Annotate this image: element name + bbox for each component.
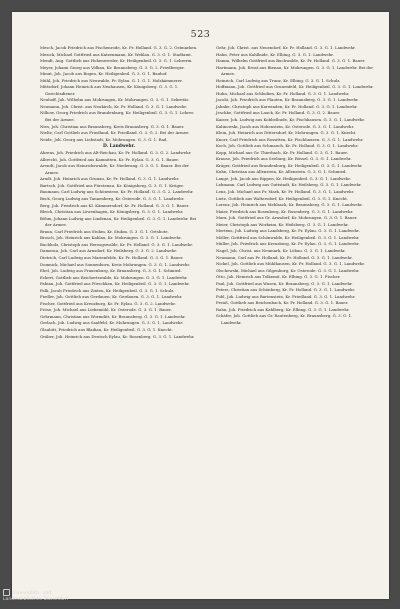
list-entry: Berg, Joh. Friedrich aus Kl. Kämmersdorf, Kr. Pr. Holland. G. 3. G. 1. Bauer. xyxy=(40,202,190,208)
watermark-line-2: Landesbibliothek Düsseldorf xyxy=(3,597,69,602)
list-entry: Preuß, Gottlieb aus Reichenbach, Kr. Pr. Holland. G. 3. G. 1. Bauer. xyxy=(216,300,349,306)
list-entry: Nilhow, Georg Friedrich aus Brandenburg, Kr. Heiligenbeil. G. 3. G. 1. Lehrer. Bei der Armee. xyxy=(40,110,195,123)
list-entry: Neide, Joh. Georg aus Liebstadt, Kr. Mohrungen. G. 3. G. 1. Rad. xyxy=(40,136,168,142)
list-entry: Gerlach, Joh. Ludwig aus Saalfeld, Kr. Mohrungen. G. 3. G. 1. Landwehr. xyxy=(40,320,184,326)
list-entry: Glaubitt, Friedrich aus Bladiau, Kr. Heiligenbeil. G. 3. G. 1. Knecht. xyxy=(40,326,173,332)
list-entry: Domnick, Michael aus Sonnenborn, Kreis Mohrungen. G. 3. G. 1. Landwehr. xyxy=(40,261,190,267)
list-entry: Hoffmann, Joh. Gottfried aus Grunenfeld, Kr. Heiligenbeil. G. 3. G. 1. Landwehr. xyxy=(216,84,374,90)
list-entry: Braun, Carl Friedrich aus Stuhm, Kr. Stuhm. G. 3. G. 1. Ortsbote. xyxy=(40,228,169,234)
list-entry: Jahnke, Christoph aus Karwinden, Kr. Pr. Holland. G. 3. G. 1. Landwehr. xyxy=(216,103,358,109)
list-entry: Meyer, Johann Georg aus Völkau, Kr. Braunsberg. G. 3. G. 2. Friedberger. xyxy=(40,64,185,70)
list-entry: Albrecht, Joh. Gottfried aus Kamnitten, Kr. Pr. Eylau. G. 3. G. 1. Bauer. xyxy=(40,156,179,162)
text-columns xyxy=(40,45,379,585)
list-entry: Beck, Georg Ludwig aus Tannenberg, Kr. Osterode. G. 3. G. 1. Landwehr. xyxy=(40,196,185,202)
list-entry: Knorr, Carl Friedrich aus Rossitten, Kr. Fischhausen. G. 3. G. 1. Landwehr. xyxy=(216,136,364,142)
list-entry: Meier, Christoph aus Workeim, Kr. Heilsberg. G. 3. G. 1. Landwehr. xyxy=(216,221,349,227)
list-entry: Pohl, Joh. Ludwig aus Bartenstein, Kr. Friedland. G. 3. G. 1. Landwehr. xyxy=(216,293,356,299)
list-entry: Marx, Joh. Gottfried aus Gr. Arnsdorf, Kr. Mohrungen. G. 3. G. 1. Bauer. xyxy=(216,215,358,221)
list-entry: Mezick, Michael Gottfried aus Katzenmann, Kr. Wehlau. G. 3. G. 1. Stadtamt. xyxy=(40,51,192,57)
list-entry: Jeschke, Gottfried aus Lauck, Kr. Pr. Holland. G. 3. G. 2. Bauer. xyxy=(216,110,341,116)
list-entry: Falk, Jacob Friedrich aus Zinten, Kr. Heiligenbeil. G. 3. G. 1. Schulz. xyxy=(40,287,175,293)
library-logo-icon xyxy=(3,589,10,596)
list-entry: Kopp, Michael aus Gr. Thierbach, Kr. Pr. Holland. G. 3. G. 1. Bauer. xyxy=(216,149,348,155)
list-entry: Schäfer, Joh. Gottlieb aus Gr. Rautenberg, Kr. Braunsberg. G. 3. G. 1. Landwehr. xyxy=(216,313,353,325)
list-entry: Mittsdorf, Johann Heinrich aus Neuhausen, Kr. Königsberg. G. 3. G. 1. Gerichtsdiener. xyxy=(40,84,179,96)
list-entry: Nies, Joh. Christian aus Braunsberg, Kreis Braunsberg. G. 3. G. 1. Bauer. xyxy=(40,123,185,129)
list-entry: Mesch, Jacob Friedrich aus Fischenrode, Kr. Pr. Holland. G. 3. G. 2. Ostmarken. xyxy=(40,45,198,50)
list-entry: Gehr, Joh. Christ. aus Neuendorf, Kr. Pr. Holland. G. 3. G. 1. Landwehr. xyxy=(216,45,356,50)
section-heading: D. Landwehr. xyxy=(102,144,136,150)
list-entry: Eckert, Gottlieb aus Reichertswalde, Kr. Mohrungen. G. 3. G. 1. Landwehr. xyxy=(40,274,188,280)
list-entry: Paul, Joh. Gottfried aus Wusen, Kr. Braunsberg. G. 3. G. 1. Landwehr. xyxy=(216,280,353,286)
list-entry: Arndt, Joh. Heinrich aus Grunau, Kr. Pr. Holland. G. 3. G. 1. Landwehr. xyxy=(40,176,180,182)
list-entry: Jacobi, Joh. Friedrich aus Plauten, Kr. Braunsberg. G. 3. G. 1. Landwehr. xyxy=(216,97,359,103)
list-entry: Klein, Joh. Heinrich aus Dittersdorf, Kr. Mohrungen. G. 3. G. 1. Knecht. xyxy=(216,130,357,136)
list-entry: Möller, Gottfried aus Schönwalde, Kr. Heiligenbeil. G. 3. G. 1. Landwehr. xyxy=(216,234,360,240)
list-entry: Lange, Joh. Jacob aus Rippen, Kr. Heiligenbeil. G. 3. G. 1. Landwehr. xyxy=(216,175,351,181)
document-page xyxy=(12,12,389,599)
list-entry: Koch, Joh. Gottlieb aus Schmauch, Kr. Pr. Holland. G. 3. G. 1. Landwehr. xyxy=(216,143,359,149)
list-entry: Nieltz, Carl Gottlieb aus Friedland, Kr. Friedland. G. 3. G. 2. Bei der Armee. xyxy=(40,130,190,136)
list-entry: Müller, Joh. Friedrich aus Kreuzburg, Kr. Pr. Eylau. G. 3. G. 1. Landwehr. xyxy=(216,241,360,247)
list-entry: Bartsch, Joh. Gottfried aus Fürstenau, Kr. Königsberg. G. 3. G. 1. Krüger. xyxy=(40,182,184,188)
list-entry: Brosch, Joh. Heinrich aus Kahlau, Kr. Mohrungen. G. 3. G. 1. Landwehr. xyxy=(40,235,182,241)
list-entry: Fiedler, Joh. Gottlieb aus Gerdauen, Kr. Gerdauen. G. 3. G. 1. Landwehr. xyxy=(40,294,183,300)
list-entry: Nagel, Joh. Christ. aus Neumark, Kr. Löbau. G. 3. G. 1. Landwehr. xyxy=(216,247,346,253)
list-entry: Mühl, Joh. Friedrich aus Neuwalde, Pr. Eylau. G. 1. G. 1. Holzkämmerer. xyxy=(40,77,183,83)
list-entry: Lorenz, Joh. Heinrich aus Mehlsack, Kr. Braunsberg. G. 3. G. 1. Landwehr. xyxy=(216,202,363,208)
list-entry: Neumann, Joh. Christ. aus Neukirch, Kr. Pr. Holland. G. 3. G. 1. Landwehr. xyxy=(40,103,187,109)
list-entry: Maier, Friedrich aus Rosenberg, Kr. Rosenberg. G. 3. G. 1. Landwehr. xyxy=(216,208,354,214)
list-entry: Kuhn, Christian aus Allenstein, Kr. Allenstein. G. 3. G. 1. Schmied. xyxy=(216,169,347,175)
page-number: 523 xyxy=(190,29,211,40)
list-entry: Kaiser, Joh. Ludwig aus Kobbelbude, Kr. Fischhausen. G. 3. G. 1. Landwehr. xyxy=(216,117,365,123)
list-entry: Arendt, Jacob aus Heinrichswalde, Kr. Niederung. G. 3. G. 1. Bauer. Bei der Armee. xyxy=(40,163,189,175)
list-entry: Neumann, Carl aus Pr. Holland, Kr. Pr. Holland. G. 3. G. 1. Landwehr. xyxy=(216,254,353,260)
watermark-line-1: Universitäts- und xyxy=(12,591,52,596)
library-watermark xyxy=(3,589,68,603)
list-entry: Dietrich, Carl Ludwig aus Marienfelde, Kr. Pr. Holland. G. 3. G. 1. Bauer. xyxy=(40,254,184,260)
left-column xyxy=(40,45,198,340)
list-entry: Buchholz, Christoph aus Herzogswalde, Kr. Pr. Holland. G. 3. G. 1. Landwehr. xyxy=(40,241,193,247)
list-entry: Nickel, Joh. Gottlieb aus Mühlhausen, Kr. Pr. Holland. G. 3. G. 1. Landwehr. xyxy=(216,261,365,267)
list-entry: Mertens, Joh. Ludwig aus Landsberg, Kr. Pr. Eylau. G. 3. G. 1. Landwehr. xyxy=(216,228,360,234)
list-entry: Krause, Joh. Friedrich aus Seeburg, Kr. Rössel. G. 3. G. 1. Landwehr. xyxy=(216,156,352,162)
list-entry: Olschewski, Michael aus Gilgenburg, Kr. Osterode. G. 3. G. 1. Landwehr. xyxy=(216,267,360,273)
list-entry: Lietz, Gottlieb aus Waltersdorf, Kr. Heiligenbeil. G. 3. G. 1. Knecht. xyxy=(216,195,349,201)
list-entry: Kalinowski, Jacob aus Hohenstein, Kr. Osterode. G. 3. G. 1. Landwehr. xyxy=(216,123,355,129)
list-entry: Hamm, Wilhelm Gottfried aus Buchwalde, Kr. Pr. Holland. G. 3. G. 1. Bauer. xyxy=(216,58,366,64)
list-entry: Fischer, Gottfried aus Kreuzburg, Kr. Pr. Eylau. G. 3. G. 2. Landwehr. xyxy=(40,300,176,306)
list-entry: Otto, Joh. Heinrich aus Tolkemit, Kr. Elbing. G. 3. G. 1. Fischer. xyxy=(216,274,341,280)
list-entry: Neuhoff, Joh. Wilhelm aus Mohrungen, Kr. Mohrungen. G. 3. G. 1. Sekretär. xyxy=(40,97,190,103)
list-entry: Gehrmann, Christian aus Wormditt, Kr. Braunsberg. G. 3. G. 1. Landwehr. xyxy=(40,313,186,319)
right-column xyxy=(216,45,374,327)
list-entry: Fabian, Joh. Gottfried aus Pörschken, Kr. Heiligenbeil. G. 3. G. 1. Landwehr. xyxy=(40,281,190,287)
list-entry: Gräber, Joh. Heinrich aus Deutsch Eylau, Kr. Rosenberg. G. 3. G. 1. Landwehr. xyxy=(40,333,195,339)
list-entry: Rahn, Joh. Friedrich aus Kahlberg, Kr. Elbing. G. 3. G. 1. Landwehr. xyxy=(216,306,350,312)
list-entry: Baumann, Carl Ludwig aus Schönwiese, Kr. Pr. Holland. G. 3. G. 2. Landwehr. xyxy=(40,189,194,195)
list-entry: Damerau, Joh. Carl aus Arnsdorf, Kr. Heilsberg. G. 3. G. 2. Landwehr. xyxy=(40,248,177,254)
list-entry: Huhn, Michael aus Schlodien, Kr. Pr. Holland. G. 3. G. 1. Landwehr. xyxy=(216,90,350,96)
list-entry: Mendt, Aug. Gottlieb aus Hohenwerder, Kr. Heiligenbeil. G. 3. G. 1. Lehrerin. xyxy=(40,58,193,64)
list-entry: Lenz, Joh. Michael aus Pr. Mark, Kr. Pr. Holland. G. 3. G. 1. Landwehr. xyxy=(216,189,355,195)
list-entry: Hahn, Peter aus Kahlbude, Kr. Elbing. G. 3. G. 1. Landwehr. xyxy=(216,51,334,57)
list-entry: Minut, Joh. Jacob aus Bogen, Kr. Heiligenbeil. G. 3. G. 1. Bauhof. xyxy=(40,71,168,77)
list-entry: Krüger, Gottfried aus Brandenburg, Kr. Heiligenbeil. G. 3. G. 1. Landwehr. xyxy=(216,162,363,168)
list-entry: Peters, Christian aus Schönberg, Kr. Pr. Holland. G. 3. G. 1. Landwehr. xyxy=(216,287,356,293)
list-entry: Lehmann, Carl Ludwig aus Guttstadt, Kr. Heilsberg. G. 3. G. 1. Landwehr. xyxy=(216,182,362,188)
list-entry: Böhm, Johann Ludwig aus Lindenau, Kr. Heiligenbeil. G. 3. G. 1. Landwehr. Bei der Armee. xyxy=(40,215,197,228)
list-entry: Ahrens, Joh. Friedrich aus Alt-Reichau, Kr. Pr. Holland. G. 3. G. 2. Landwehr. xyxy=(40,150,192,156)
list-entry: Ebel, Joh. Ludwig aus Frauenburg, Kr. Braunsberg. G. 3. G. 1. Schmied. xyxy=(40,268,182,274)
list-entry: Hartmann, Joh. Ernst aus Bienau, Kr. Mohrungen. G. 3. G. 1. Landwehr. Bei der Armee. xyxy=(216,64,374,77)
list-entry: Heinrich, Carl Ludwig aus Trunz, Kr. Elbing. G. 3. G. 1. Schulz. xyxy=(216,77,341,83)
list-entry: Bleich, Christian aus Löwenhagen, Kr. Königsberg. G. 3. G. 1. Landwehr. xyxy=(40,209,184,215)
list-entry: Fröse, Joh. Michael aus Liebemühl, Kr. Osterode. G. 3. G. 1. Bauer. xyxy=(40,307,172,313)
